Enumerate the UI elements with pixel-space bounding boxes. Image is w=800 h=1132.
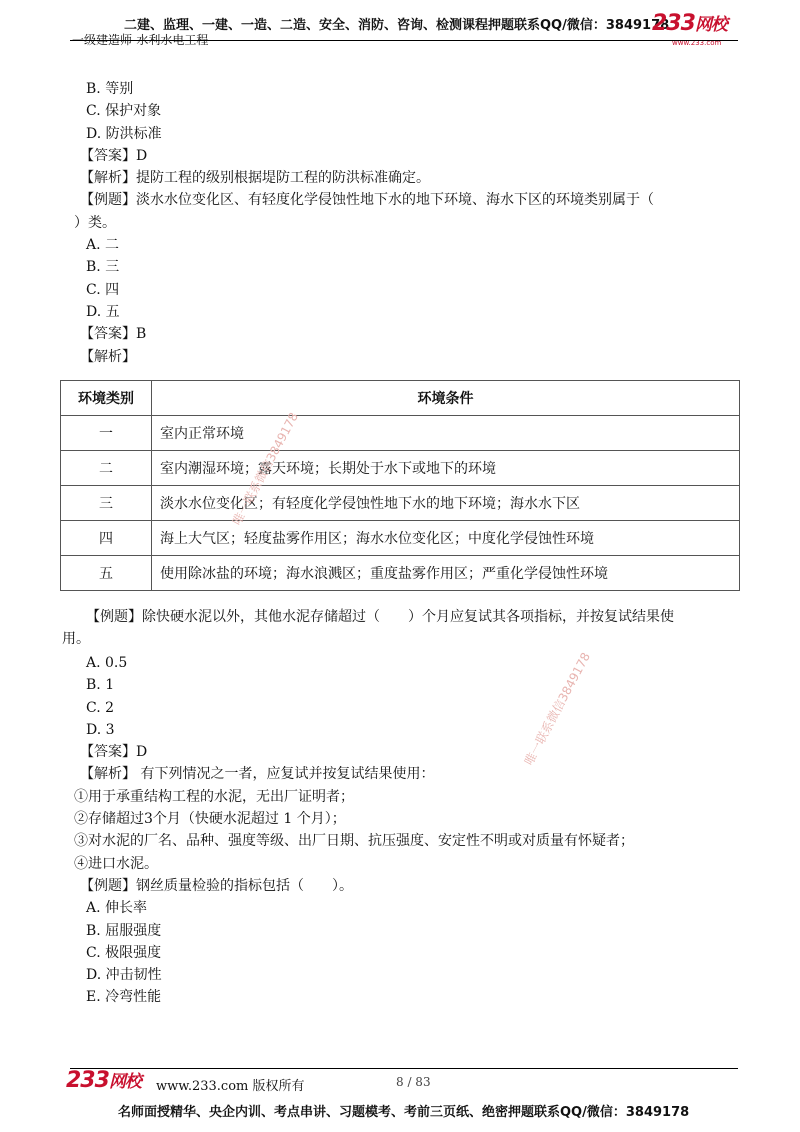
- text-line: A. 0.5: [86, 655, 128, 671]
- header-subject: 一级建造师-水利水电工程: [72, 33, 209, 47]
- text-line: A. 二: [86, 237, 120, 254]
- text-line: D. 3: [86, 721, 115, 738]
- page-number: 8 / 83: [396, 1075, 431, 1089]
- cell-condition: 淡水水位变化区；有轻度化学侵蚀性地下水的地下环境；海水水下区: [152, 486, 740, 521]
- text-line: 【解析】 有下列情况之一者，应复试并按复试结果使用：: [80, 766, 435, 783]
- logo-digits: 233: [66, 1068, 109, 1093]
- watermark: 唯一联系微信3849178: [521, 650, 594, 768]
- text-line: ）类。: [74, 214, 116, 231]
- text-line: B. 屈服强度: [86, 922, 162, 939]
- question2-stem: [62, 606, 674, 651]
- text-line: C. 四: [86, 281, 120, 298]
- table-header-row: [61, 381, 740, 416]
- text-line: 【解析】提防工程的级别根据堤防工程的防洪标准确定。: [80, 170, 430, 187]
- text-line: C. 保护对象: [86, 103, 162, 120]
- text-line: B. 等别: [86, 81, 134, 97]
- header-ad-line: 二建、监理、一建、一造、二造、安全、消防、咨询、检测课程押题联系QQ/微信：3849178: [124, 18, 670, 33]
- text-line: D. 五: [86, 303, 120, 320]
- table-row: [61, 486, 740, 521]
- text-line: D. 冲击韧性: [86, 967, 162, 984]
- cell-category: 一: [61, 416, 152, 451]
- text-line: 【答案】D: [80, 147, 148, 164]
- environment-table-wrapper: [60, 380, 740, 591]
- text-line: ④进口水泥。: [74, 855, 158, 872]
- header-logo-url: www.233.com: [672, 39, 722, 47]
- logo-text: 网校: [108, 1072, 141, 1092]
- text-line: 【答案】B: [80, 326, 147, 343]
- body-top: [74, 78, 654, 368]
- cell-condition: 使用除冰盐的环境；海水浪溅区；重度盐雾作用区；严重化学侵蚀性环境: [152, 556, 740, 591]
- text-line: B. 三: [86, 259, 120, 276]
- table-header-category: 环境类别: [61, 381, 152, 416]
- cell-condition: 海上大气区；轻度盐雾作用区；海水水位变化区；中度化学侵蚀性环境: [152, 521, 740, 556]
- logo-text: 网校: [694, 15, 727, 35]
- table-row: [61, 556, 740, 591]
- text-line: 【例题】钢丝质量检验的指标包括（ ）。: [80, 877, 353, 894]
- table-header-condition: 环境条件: [152, 381, 740, 416]
- table-body: [61, 416, 740, 591]
- text-line: A. 伸长率: [86, 900, 148, 917]
- text-line: 【例题】淡水水位变化区、有轻度化学侵蚀性地下水的地下环境、海水下区的环境类别属于（: [80, 192, 654, 209]
- cell-condition: 室内潮湿环境；露天环境；长期处于水下或地下的环境: [152, 451, 740, 486]
- table-row: [61, 416, 740, 451]
- cell-condition: 室内正常环境: [152, 416, 740, 451]
- cell-category: 三: [61, 486, 152, 521]
- footer-divider: [70, 1068, 738, 1069]
- text-line: ③对水泥的厂名、品种、强度等级、出厂日期、抗压强度、安定性不明或对质量有怀疑者；: [74, 833, 634, 850]
- header-divider: [70, 40, 738, 41]
- text-line: C. 2: [86, 699, 115, 716]
- text-line: E. 冷弯性能: [86, 989, 162, 1006]
- text-line: C. 极限强度: [86, 944, 162, 961]
- cell-category: 二: [61, 451, 152, 486]
- text-line: 【解析】: [80, 348, 136, 365]
- text-line: D. 防洪标准: [86, 125, 162, 142]
- cell-category: 五: [61, 556, 152, 591]
- body-bottom: [74, 652, 634, 1009]
- footer-copyright: www.233.com 版权所有: [156, 1079, 305, 1094]
- text-line: 【答案】D: [80, 744, 148, 761]
- watermark: 唯一联系微信3849178: [229, 410, 302, 528]
- text-line: B. 1: [86, 677, 115, 694]
- environment-table: [60, 380, 740, 591]
- question2-stem-line2: 用。: [62, 631, 90, 648]
- logo-digits: 233: [652, 11, 695, 36]
- table-row: [61, 451, 740, 486]
- footer-logo: [66, 1067, 141, 1093]
- text-line: ①用于承重结构工程的水泥，无出厂证明者；: [74, 788, 354, 805]
- cell-category: 四: [61, 521, 152, 556]
- question2-stem-line1: 【例题】除快硬水泥以外，其他水泥存储超过（ ）个月应复试其各项指标，并按复试结果使: [86, 609, 674, 625]
- header-logo: [652, 10, 727, 36]
- footer-ad-line: 名师面授精华、央企内训、考点串讲、习题模考、考前三页纸、绝密押题联系QQ/微信：3849178: [118, 1105, 690, 1120]
- text-line: ②存储超过3个月（快硬水泥超过 1 个月）；: [74, 811, 346, 828]
- table-row: [61, 521, 740, 556]
